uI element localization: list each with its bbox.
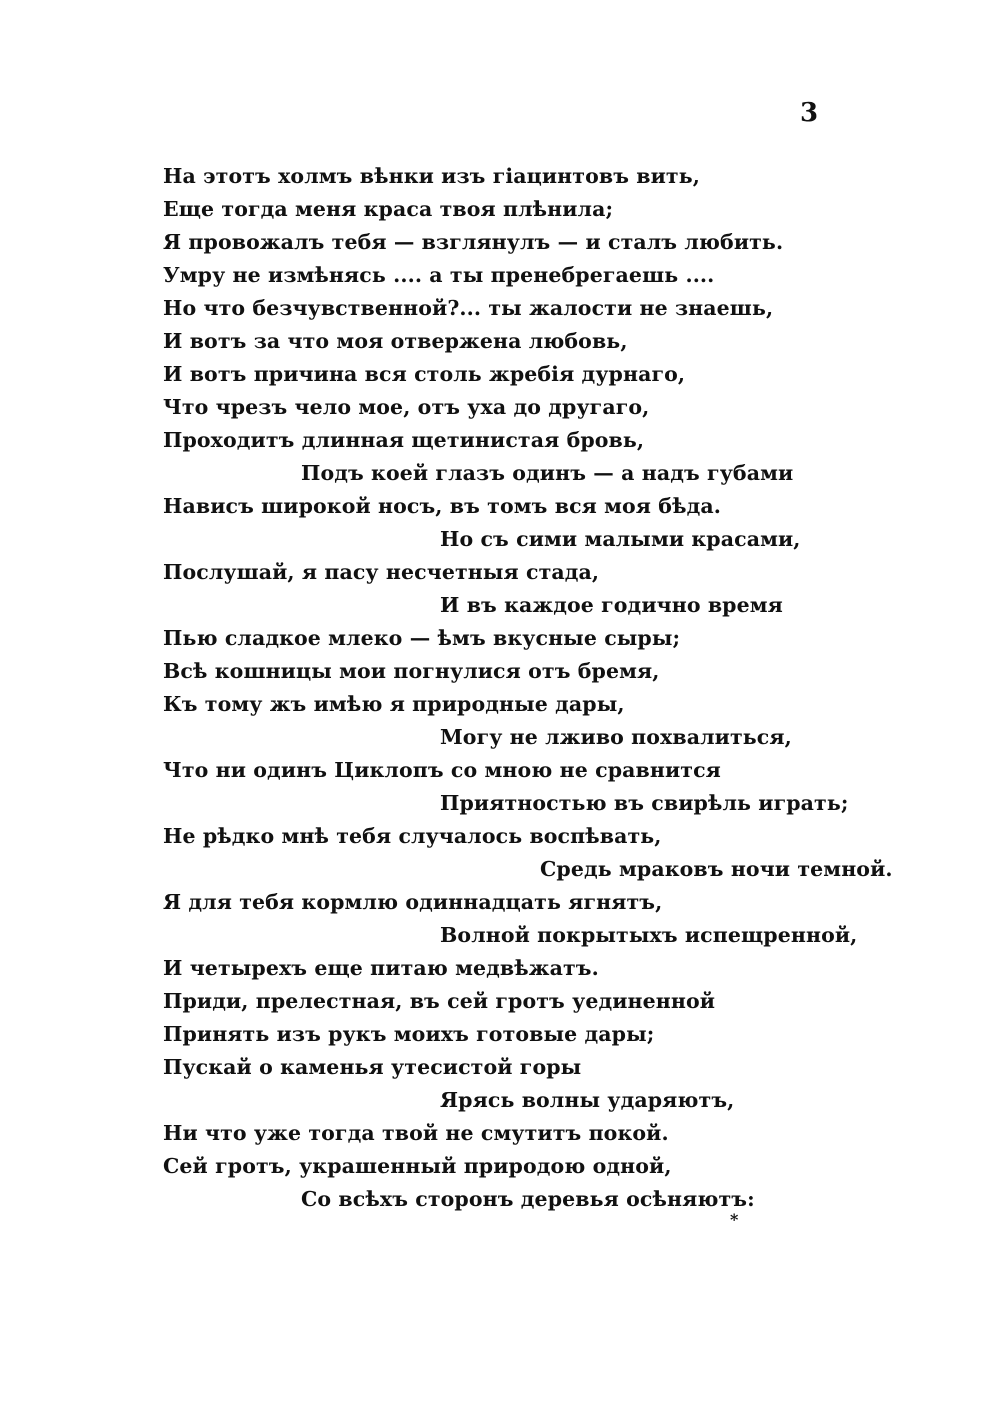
poem-line: Нависъ широкой носъ, въ томъ вся моя бѣда. bbox=[163, 494, 721, 518]
poem-line: Всѣ кошницы мои погнулися отъ бремя, bbox=[163, 659, 660, 683]
poem-line: Могу не лживо похвалиться, bbox=[440, 725, 792, 749]
poem-line: Еще тогда меня краса твоя плѣнила; bbox=[163, 197, 614, 221]
poem-line: Что чрезъ чело мое, отъ уха до другаго, bbox=[163, 395, 650, 419]
poem-line: Приятностью въ свирѣль играть; bbox=[440, 791, 849, 815]
poem-line: Средь мраковъ ночи темной. bbox=[540, 857, 893, 881]
poem-line: Ярясь волны ударяютъ, bbox=[440, 1088, 735, 1112]
poem-line: Не рѣдко мнѣ тебя случалось воспѣвать, bbox=[163, 824, 662, 848]
poem-line: Приди, прелестная, въ сей гротъ уединенной bbox=[163, 989, 716, 1013]
poem-line: Я для тебя кормлю одиннадцать ягнятъ, bbox=[163, 890, 663, 914]
poem-line: Волной покрытыхъ испещренной, bbox=[440, 923, 858, 947]
poem-line: Я провожалъ тебя — взглянулъ — и сталъ любить. bbox=[163, 230, 784, 254]
poem-line: Пускай о каменья утесистой горы bbox=[163, 1055, 582, 1079]
poem-line: Ни что уже тогда твой не смутитъ покой. bbox=[163, 1121, 669, 1145]
poem-line: И въ каждое годично время bbox=[440, 593, 783, 617]
poem-line: Но что безчувственной?... ты жалости не знаешь, bbox=[163, 296, 774, 320]
page-number: 3 bbox=[800, 98, 819, 128]
poem-line: Умру не измѣнясь .... а ты пренебрегаешь .... bbox=[163, 263, 715, 287]
poem-line: Къ тому жъ имѣю я природные дары, bbox=[163, 692, 625, 716]
poem-line: Что ни одинъ Циклопъ со мною не сравнится bbox=[163, 758, 721, 782]
poem-line: И вотъ причина вся столь жребія дурнаго, bbox=[163, 362, 686, 386]
poem-line: И четырехъ еще питаю медвѣжатъ. bbox=[163, 956, 599, 980]
poem-line: Проходитъ длинная щетинистая бровь, bbox=[163, 428, 645, 452]
signature-mark: * bbox=[730, 1210, 739, 1229]
poem-line: Со всѣхъ сторонъ деревья осѣняютъ: bbox=[301, 1187, 755, 1211]
poem-line: Принять изъ рукъ моихъ готовые дары; bbox=[163, 1022, 655, 1046]
poem-line: Сей гротъ, украшенный природою одной, bbox=[163, 1154, 672, 1178]
poem-line: Пью сладкое млеко — ѣмъ вкусные сыры; bbox=[163, 626, 681, 650]
poem-line: Но съ сими малыми красами, bbox=[440, 527, 801, 551]
poem-line: На этотъ холмъ вѣнки изъ гіацинтовъ вить, bbox=[163, 164, 700, 188]
poem-line: И вотъ за что моя отвержена любовь, bbox=[163, 329, 628, 353]
poem-line: Послушай, я пасу несчетныя стада, bbox=[163, 560, 600, 584]
poem-line: Подъ коей глазъ одинъ — а надъ губами bbox=[301, 461, 794, 485]
